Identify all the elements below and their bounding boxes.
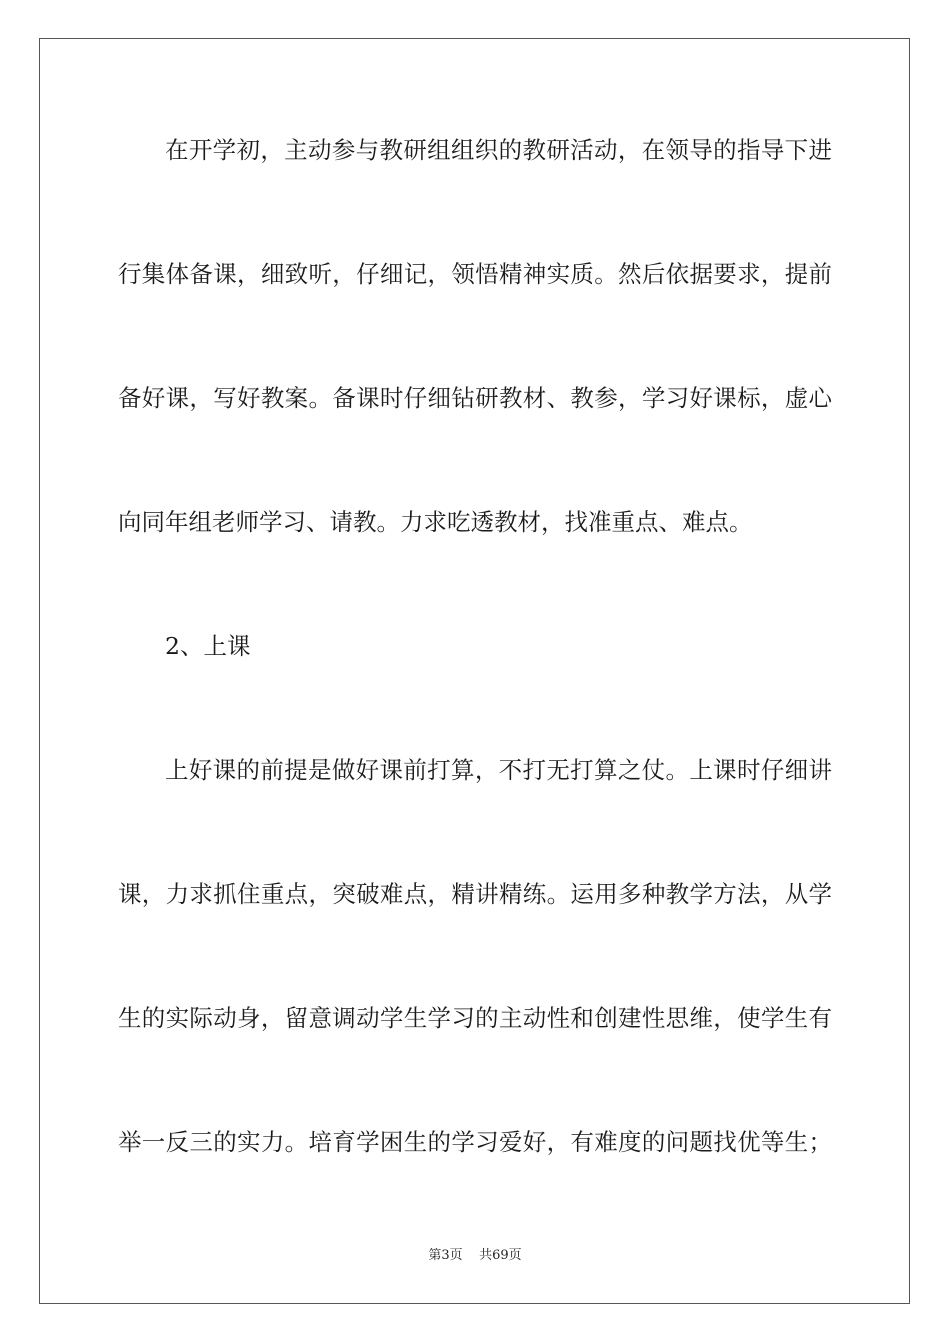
paragraph-line-3: 备好课，写好教案。备课时仔细钻研教材、教参，学习好课标，虚心 xyxy=(118,384,832,412)
page-footer xyxy=(0,1244,950,1263)
paragraph-line-6: 课，力求抓住重点，突破难点，精讲精练。运用多种教学方法，从学 xyxy=(118,880,832,908)
paragraph-line-5: 上好课的前提是做好课前打算，不打无打算之仗。上课时仔细讲 xyxy=(165,756,832,784)
page-border xyxy=(39,38,910,1304)
paragraph-line-8: 举一反三的实力。培育学困生的学习爱好，有难度的问题找优等生； xyxy=(118,1128,832,1156)
total-pages: 共69页 xyxy=(479,1248,522,1263)
paragraph-line-1: 在开学初，主动参与教研组组织的教研活动，在领导的指导下进 xyxy=(165,136,832,164)
page-number: 第3页 xyxy=(428,1248,463,1263)
section-heading: 2、上课 xyxy=(165,632,251,660)
paragraph-line-4: 向同年组老师学习、请教。力求吃透教材，找准重点、难点。 xyxy=(118,508,753,536)
paragraph-line-2: 行集体备课，细致听，仔细记，领悟精神实质。然后依据要求，提前 xyxy=(118,260,832,288)
paragraph-line-7: 生的实际动身，留意调动学生学习的主动性和创建性思维，使学生有 xyxy=(118,1004,832,1032)
